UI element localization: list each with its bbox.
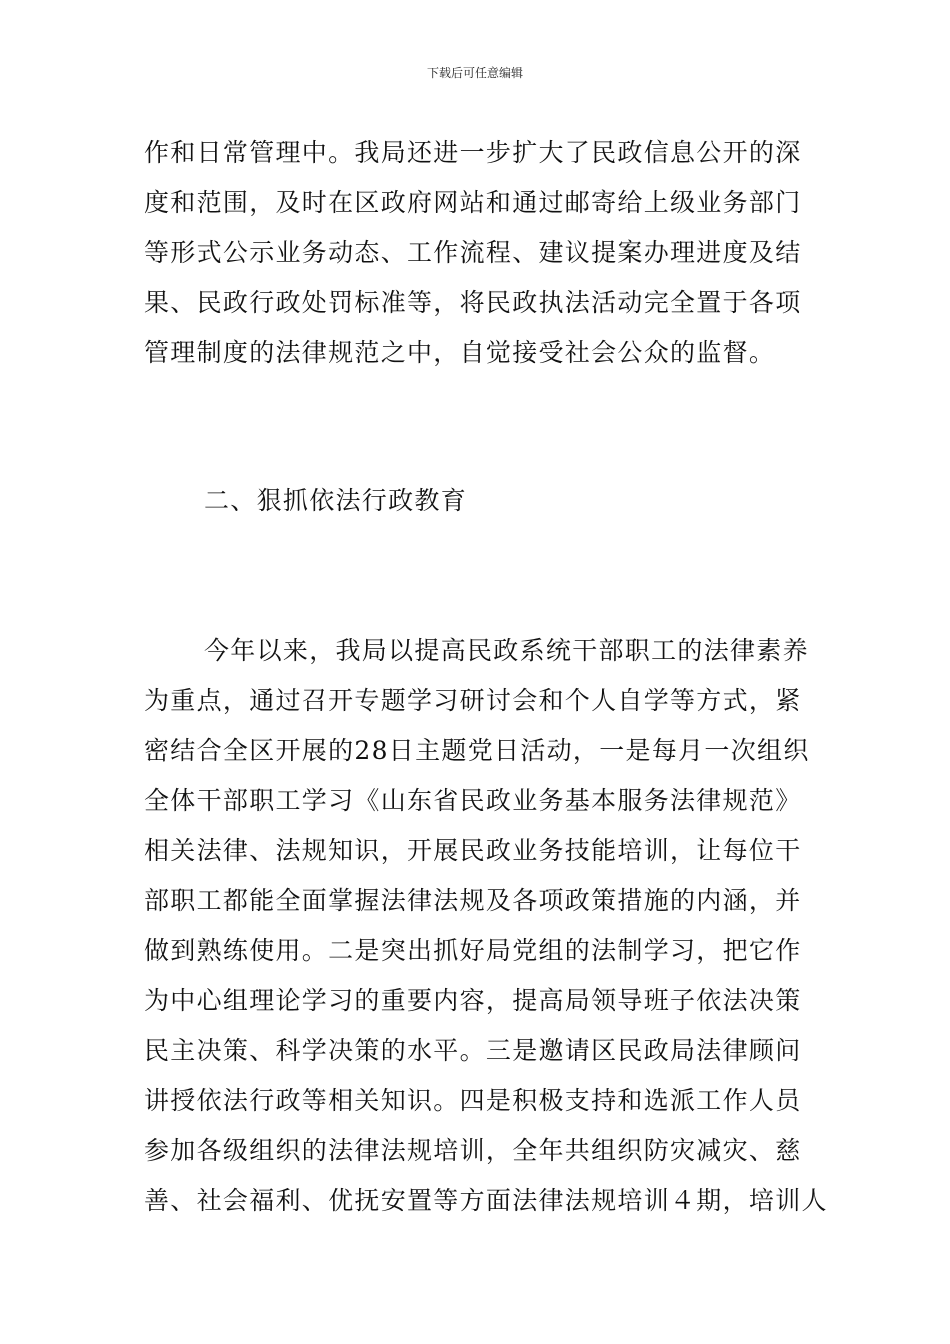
paragraph-2 [144,626,828,1226]
section-heading: 二、狠抓依法行政教育 [204,486,468,515]
paragraph-line: 等形式公示业务动态、工作流程、建议提案办理进度及结 [144,238,802,267]
paragraph-line: 管理制度的法律规范之中，自觉接受社会公众的监督。 [144,338,776,367]
paragraph-line: 度和范围，及时在区政府网站和通过邮寄给上级业务部门 [144,188,802,217]
paragraph-line: 讲授依法行政等相关知识。四是积极支持和选派工作人员 [144,1086,802,1115]
paragraph-line: 部职工都能全面掌握法律法规及各项政策措施的内涵，并 [144,886,802,915]
paragraph-line: 为重点，通过召开专题学习研讨会和个人自学等方式，紧 [144,686,802,715]
spacer [144,378,808,476]
page-header: 下载后可任意编辑 [426,66,523,80]
paragraph-line: 作和日常管理中。我局还进一步扩大了民政信息公开的深 [144,138,802,167]
spacer [144,526,808,626]
paragraph-line: 相关法律、法规知识，开展民政业务技能培训，让每位干 [144,836,802,865]
paragraph-line: 参加各级组织的法律法规培训，全年共组织防灾减灾、慈 [144,1136,802,1165]
paragraph-line: 密结合全区开展的28日主题党日活动，一是每月一次组织 [144,736,810,765]
document-body [144,128,828,1226]
paragraph-1 [144,128,808,378]
paragraph-line: 民主决策、科学决策的水平。三是邀请区民政局法律顾问 [144,1036,802,1065]
paragraph-line: 今年以来，我局以提高民政系统干部职工的法律素养 [204,636,809,665]
paragraph-line: 做到熟练使用。二是突出抓好局党组的法制学习，把它作 [144,936,802,965]
paragraph-line: 果、民政行政处罚标准等，将民政执法活动完全置于各项 [144,288,802,317]
paragraph-line: 全体干部职工学习《山东省民政业务基本服务法律规范》 [144,786,802,815]
paragraph-line: 为中心组理论学习的重要内容，提高局领导班子依法决策 [144,986,802,1015]
paragraph-line: 善、社会福利、优抚安置等方面法律法规培训４期，培训人 [144,1186,828,1215]
